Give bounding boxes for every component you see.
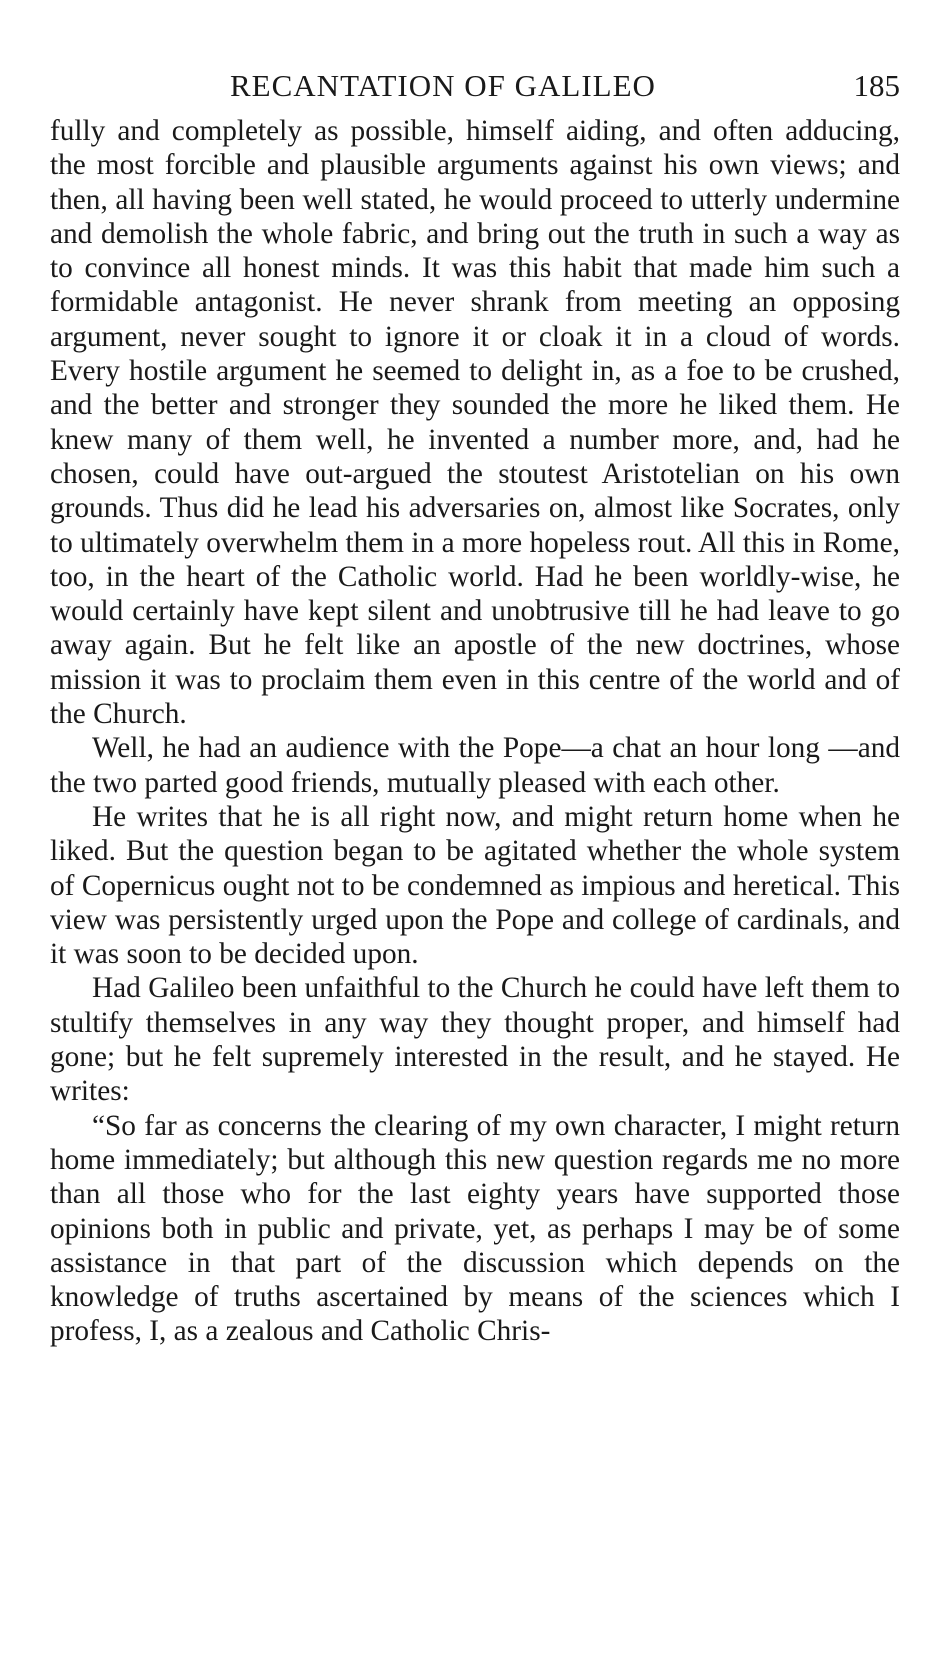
running-head xyxy=(50,62,900,114)
page-number: 185 xyxy=(853,68,900,103)
paragraph-copernicus-question: He writes that he is all right now, and might return home when he liked. But the question began to be agitated whether the whole system of Copernicus ought not to be condemned as impious and heretical. This view was persistently urged upon the Pope and college of cardinals, and it was soon to be decided upon. xyxy=(50,800,900,971)
paragraph-audience-with-pope: Well, he had an audience with the Pope—a chat an hour long —and the two parted good friends, mutually pleased with each other. xyxy=(50,732,900,799)
paragraph-galileo-stayed: Had Galileo been unfaithful to the Church he could have left them to stultify themselves in any way they thought proper, and himself had gone; but he felt supremely interested in the result, and he stayed. He writes: xyxy=(50,972,900,1108)
book-page xyxy=(50,62,900,1349)
running-title: RECANTATION OF GALILEO xyxy=(230,68,656,103)
paragraph-continued: fully and completely as possible, himself aiding, and often adducing, the most forcible and plausible arguments against his own views; and then, all having been well stated, he would proceed to utterly undermine and demolish the whole fabric, and bring out the truth in such a way as to convince all honest minds. It was this habit that made him such a formidable antagonist. He never shrank from meeting an opposing argument, never sought to ignore it or cloak it in a cloud of words. Every hostile argument he seemed to delight in, as a foe to be crushed, and the better and stronger they sounded the more he liked them. He knew many of them well, he invented a number more, and, had he chosen, could have out-argued the stoutest Aristotelian on his own grounds. Thus did he lead his adversaries on, almost like Socrates, only to ultimately overwhelm them in a more hopeless rout. All this in Rome, too, in the heart of the Catholic world. Had he been worldly-wise, he would certainly have kept silent and unobtrusive till he had leave to go away again. But he felt like an apostle of the new doctrines, whose mission it was to proclaim them even in this centre of the world and of the Church. xyxy=(50,115,900,731)
body-text xyxy=(50,114,900,1349)
paragraph-galileo-quote: “So far as concerns the clearing of my own character, I might return home immediately; but although this new question regards me no more than all those who for the last eighty years have supported those opinions both in public and private, yet, as perhaps I may be of some assistance in that part of the discussion which depends on the knowledge of truths ascertained by means of the sciences which I profess, I, as a zealous and Catholic Chris- xyxy=(50,1109,900,1348)
